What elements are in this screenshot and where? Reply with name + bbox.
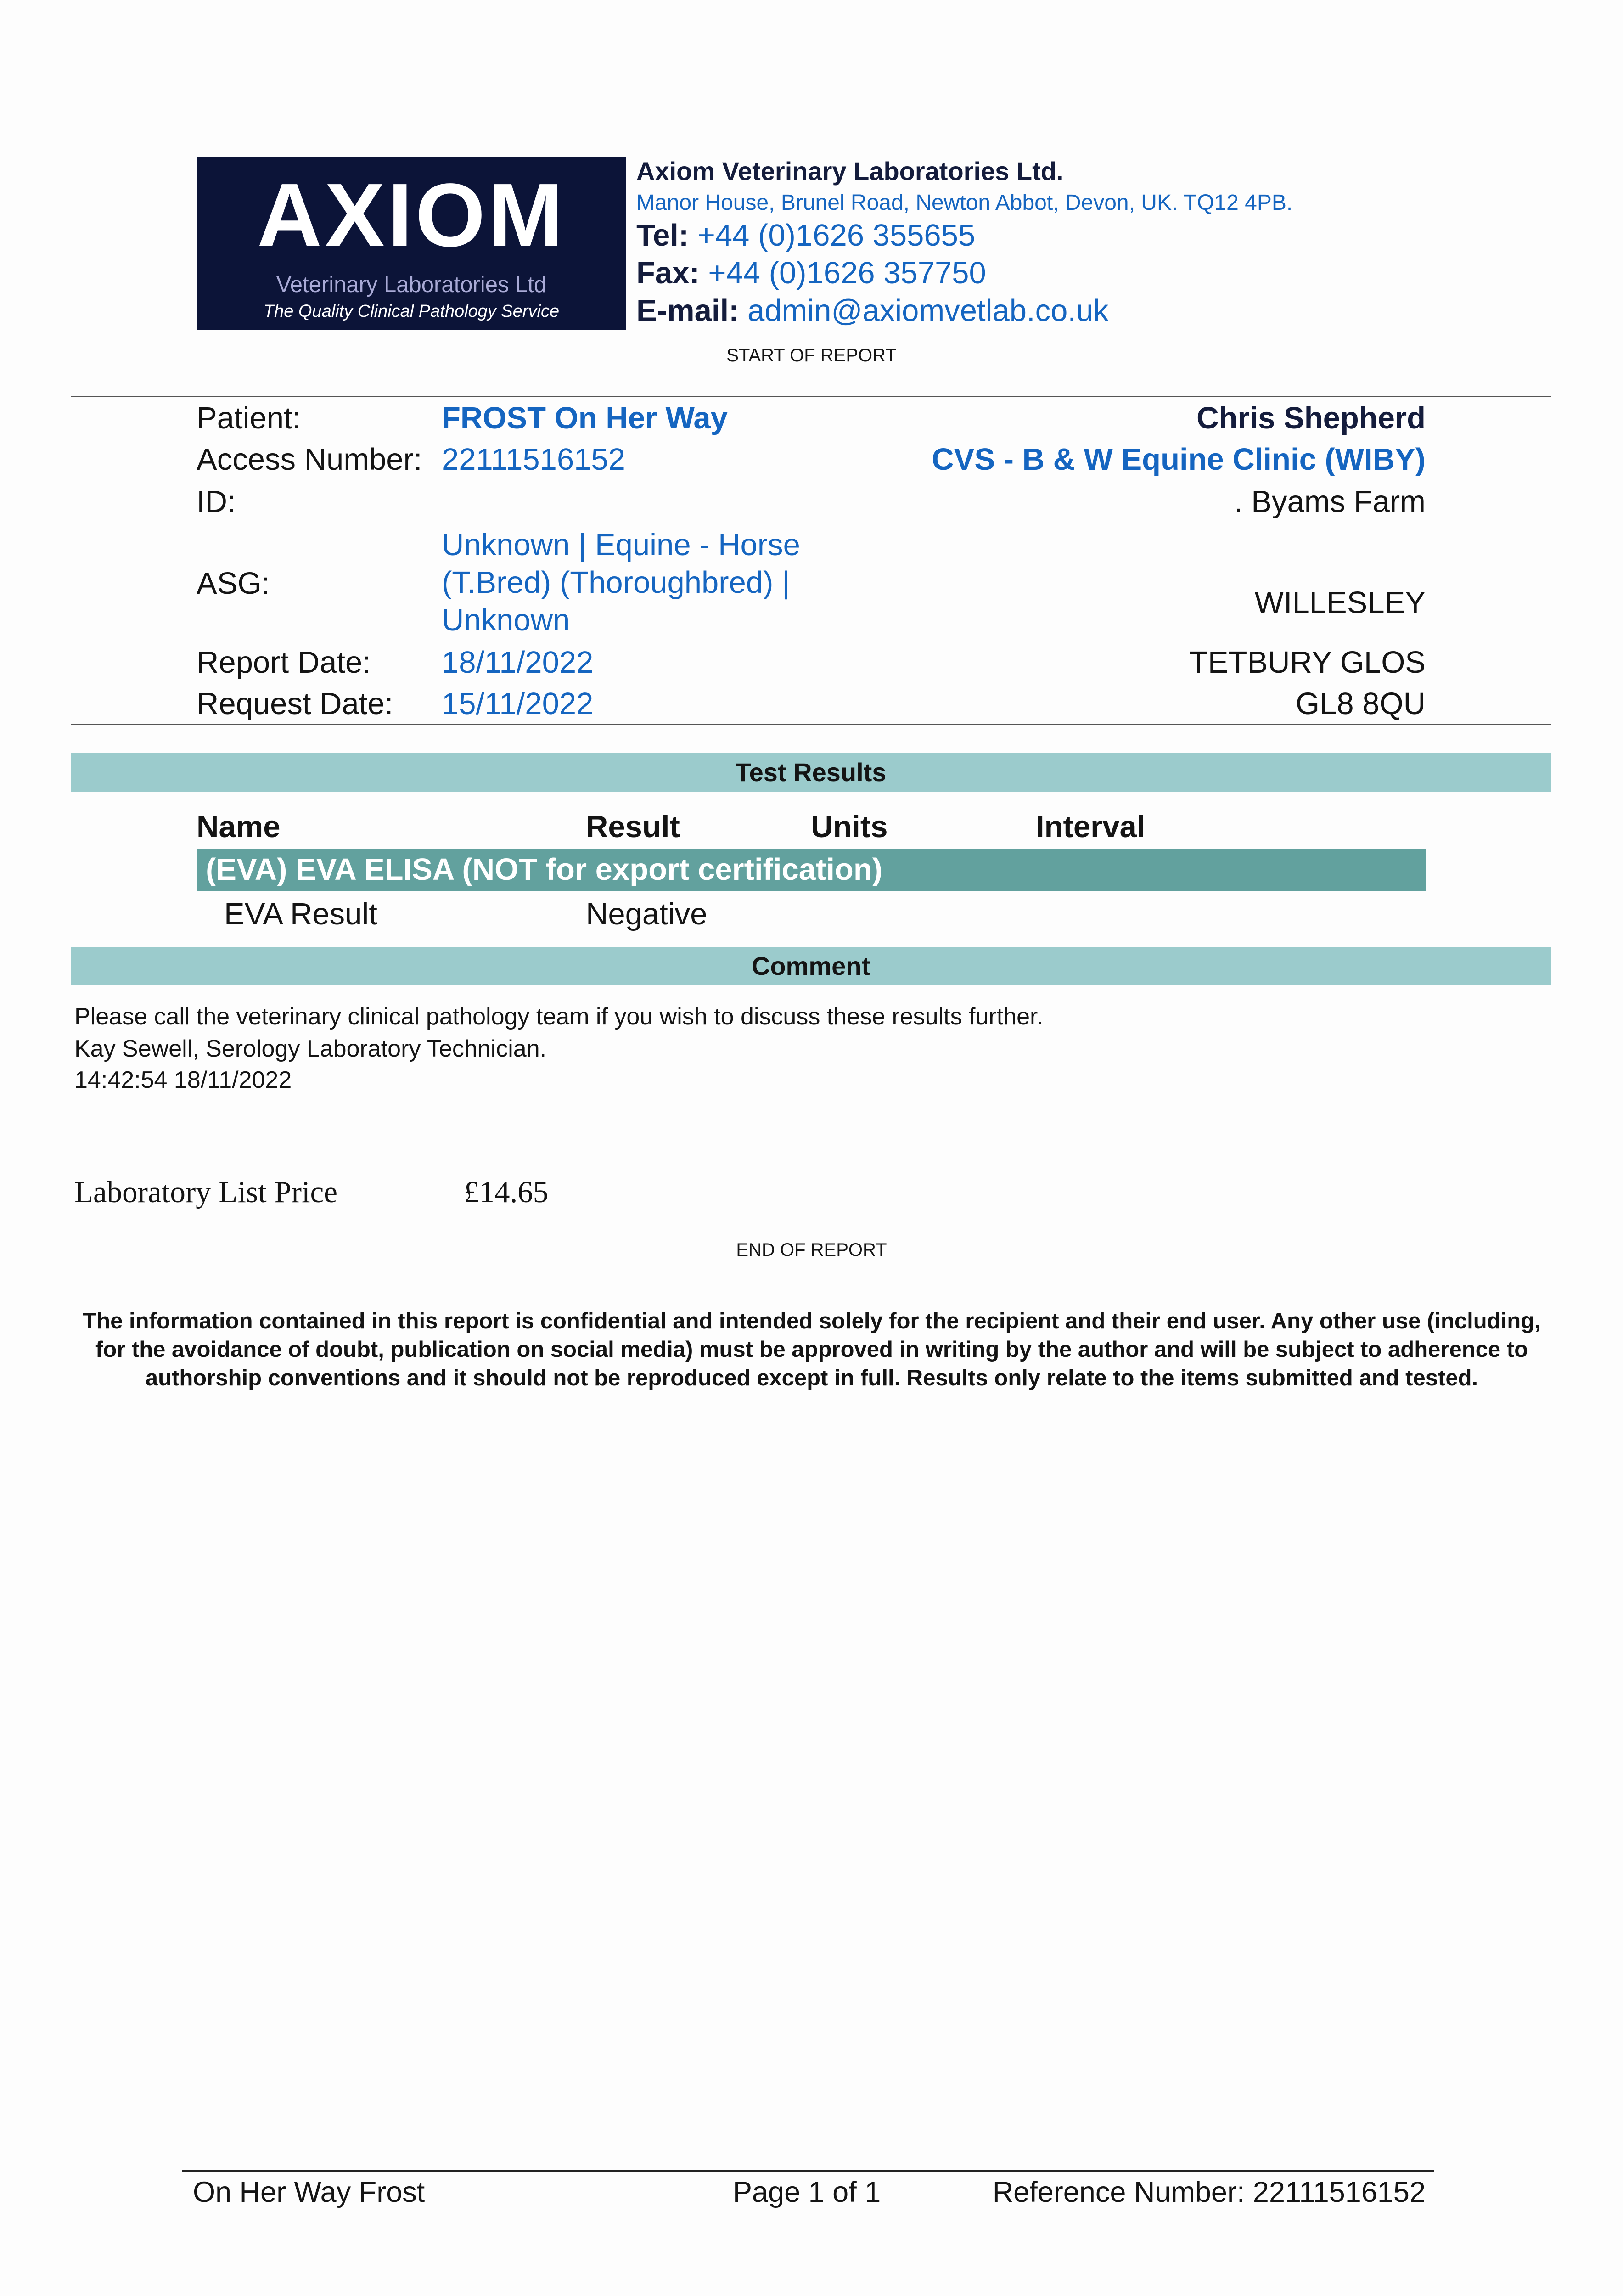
footer-reference-number: Reference Number: 22111516152 bbox=[992, 2176, 1426, 2208]
result-row-name: EVA Result bbox=[224, 897, 377, 931]
end-of-report: END OF REPORT bbox=[736, 1240, 887, 1260]
test-group-title: (EVA) EVA ELISA (NOT for export certification) bbox=[206, 852, 883, 887]
comment-line-2: Kay Sewell, Serology Laboratory Technician. bbox=[74, 1035, 547, 1062]
tel-label: Tel: bbox=[636, 218, 689, 253]
company-fax bbox=[636, 255, 986, 291]
recipient-clinic: CVS - B & W Equine Clinic (WIBY) bbox=[932, 442, 1426, 477]
header-divider bbox=[71, 396, 1551, 397]
logo-subtitle: Veterinary Laboratories Ltd bbox=[276, 272, 547, 297]
logo-tagline: The Quality Clinical Pathology Service bbox=[263, 302, 560, 321]
patient-divider bbox=[71, 724, 1551, 725]
asg-line-1: Unknown | Equine - Horse bbox=[442, 528, 800, 562]
comment-line-1: Please call the veterinary clinical pathology team if you wish to discuss these results further. bbox=[74, 1003, 1043, 1030]
column-units-header: Units bbox=[811, 810, 888, 844]
recipient-address-line-3: TETBURY GLOS bbox=[1189, 645, 1426, 680]
footer-divider bbox=[182, 2170, 1434, 2172]
comment-band: Comment bbox=[71, 947, 1551, 985]
patient-name: FROST On Her Way bbox=[442, 401, 728, 435]
access-number-label: Access Number: bbox=[197, 442, 422, 477]
fax-value: +44 (0)1626 357750 bbox=[708, 256, 986, 290]
asg-line-2: (T.Bred) (Thoroughbred) | bbox=[442, 565, 790, 600]
recipient-vet: Chris Shepherd bbox=[1196, 401, 1426, 435]
start-of-report: START OF REPORT bbox=[726, 345, 897, 366]
access-number: 22111516152 bbox=[442, 442, 625, 477]
email-label: E-mail: bbox=[636, 293, 739, 328]
column-result-header: Result bbox=[586, 810, 680, 844]
recipient-address-line-1: . Byams Farm bbox=[1234, 484, 1426, 519]
footer-page-number: Page 1 of 1 bbox=[733, 2176, 881, 2208]
recipient-address-line-4: GL8 8QU bbox=[1295, 687, 1426, 721]
comment-timestamp: 14:42:54 18/11/2022 bbox=[74, 1067, 292, 1093]
asg-line-3: Unknown bbox=[442, 603, 570, 637]
price-label: Laboratory List Price bbox=[74, 1175, 338, 1209]
company-logo bbox=[197, 157, 626, 330]
logo-title: AXIOM bbox=[257, 165, 566, 265]
id-label: ID: bbox=[197, 484, 236, 519]
tel-value: +44 (0)1626 355655 bbox=[697, 218, 976, 253]
test-results-band: Test Results bbox=[71, 753, 1551, 792]
price-value: £14.65 bbox=[464, 1175, 549, 1209]
company-address: Manor House, Brunel Road, Newton Abbot, Devon, UK. TQ12 4PB. bbox=[636, 191, 1293, 215]
asg-label: ASG: bbox=[197, 566, 270, 601]
recipient-address-line-2: WILLESLEY bbox=[1254, 585, 1426, 620]
request-date-label: Request Date: bbox=[197, 687, 393, 721]
company-tel bbox=[636, 218, 975, 253]
confidentiality-disclaimer: The information contained in this report is confidential and intended solely for the recipient and their end user. Any other use (including, for the avoidance of doubt, publication on social media) must be approved in writing by the author and will be subject to adherence to authorship conventions and it should not be reproduced except in full. Results only relate to the items submitted and tested. bbox=[83, 1309, 1541, 1390]
email-value: admin@axiomvetlab.co.uk bbox=[747, 293, 1109, 328]
test-group-row bbox=[197, 849, 1426, 891]
patient-label: Patient: bbox=[197, 401, 301, 435]
report-date-label: Report Date: bbox=[197, 645, 371, 680]
column-interval-header: Interval bbox=[1036, 810, 1146, 844]
request-date: 15/11/2022 bbox=[442, 687, 594, 721]
company-name: Axiom Veterinary Laboratories Ltd. bbox=[636, 157, 1064, 186]
company-email bbox=[636, 293, 1109, 328]
footer-patient: On Her Way Frost bbox=[193, 2176, 425, 2208]
column-name-header: Name bbox=[197, 810, 281, 844]
fax-label: Fax: bbox=[636, 256, 700, 290]
result-row-value: Negative bbox=[586, 897, 708, 931]
report-date: 18/11/2022 bbox=[442, 645, 594, 680]
